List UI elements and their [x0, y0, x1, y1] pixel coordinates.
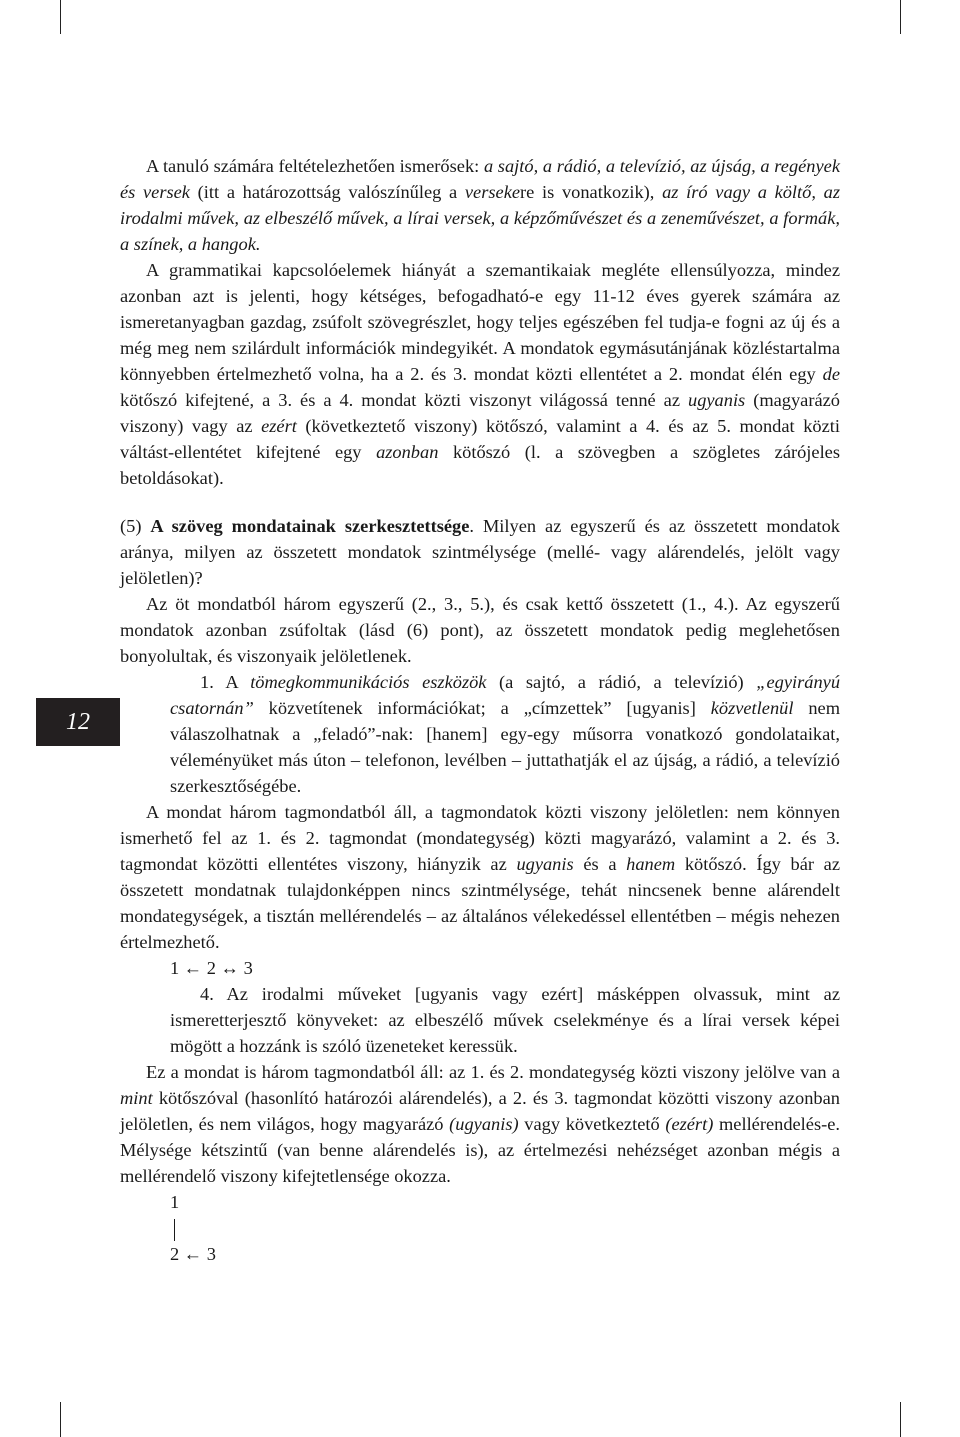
- section-5-heading: (5) A szöveg mondatainak szerkesztettsége. Milyen az egyszerű és az összetett mondatok aránya, milyen az összetett mondatok szintmélysége (mellé- vagy alárendelés, jelölt vagy jelöletlen)?: [120, 516, 840, 588]
- paragraph-sentence-1-analysis: A mondat három tagmondatból áll, a tagmondatok közti viszony jelöletlen: nem könnyen ismerhető fel az 1. és 2. tagmondat (mondategység) közti magyarázó, valamint a 2. és 3. tagmondat közötti ellentétes viszony, hiányzik az ugyanis és a hanem kötőszó. Így bár az összetett mondatnak tulajdonképpen nincs szintmélysége, tehát nincsenek benne alárendelt mondategységek, a tisztán mellérendelés – az általános vélekedéssel ellentétben – mégis nehezen értelmezhető.: [120, 802, 840, 952]
- paragraph-familiar-terms: A tanuló számára feltételezhetően ismerősek: a sajtó, a rádió, a televízió, az újság, a regények és versek (itt a határozottság valószínűleg a versekere is vonatkozik), az író vagy a költő, az irodalmi művek, az elbeszélő művek, a lírai versek, a képzőművészet és a zeneművészet, a formák, a színek, a hangok.: [120, 156, 840, 254]
- crop-mark-bottom-right: [900, 1402, 901, 1437]
- quote-sentence-1: 1. A tömegkommunikációs eszközök (a sajtó, a rádió, a televízió) „egyirányú csatornán” közvetítenek információkat; a „címzettek” [ugyanis] közvetlenül nem válaszolhatnak a „feladó”-nak: [hanem] egy-egy műsorra vonatkozó gondolataikat, véleményüket más úton – telefonon, levélben – juttathatják el az újság, a rádió, a televízió szerkesztőségébe.: [170, 672, 841, 796]
- section-5-title: A szöveg mondatainak szerkesztettsége: [150, 516, 470, 536]
- paragraph-grammatical-connectives: A grammatikai kapcsolóelemek hiányát a szemantikaiak megléte ellensúlyozza, mindez azonban azt is jelenti, hogy kétséges, befogadható-e egy 11-12 éves gyerek számára az ismeretanyagban gazdag, zsúfolt szövegrészlet, hogy teljes egészében fel tudja-e fogni az új és a még meg nem szilárdult információk mindegyikét. A mondatok egymásutánjának közléstartalma könnyebben értelmezhető volna, ha a 2. és 3. mondat közti ellentétet a 2. mondat élén egy de kötőszó kifejtené, a 3. és a 4. mondat közti viszonyt világossá tenné az ugyanis (magyarázó viszony) vagy az ezért (következtető viszony) kötőszó, valamint a 4. és az 5. mondat közti váltást-ellentétet kifejtené egy azonban kötőszó (l. a szövegben a szögletes zárójeles betoldásokat).: [120, 260, 840, 488]
- diagram-sentence-1: 1 ← 2 ↔ 3: [170, 958, 253, 978]
- crop-mark-bottom-left: [60, 1402, 61, 1437]
- paragraph-sentence-count: Az öt mondatból három egyszerű (2., 3., 5.), és csak kettő összetett (1., 4.). Az egyszerű mondatok azonban zsúfoltak (lásd (6) pont), az összetett mondatok pedig meglehetősen bonyolultak, és viszonyaik jelöletlenek.: [120, 594, 840, 666]
- crop-mark-top-left: [60, 0, 61, 34]
- diagram-connector: [170, 1215, 840, 1241]
- diagram-top-node: 1: [170, 1192, 180, 1212]
- diagram-sentence-4: [170, 1189, 840, 1267]
- page-content: [120, 153, 840, 1267]
- diagram-bottom-nodes: 2 ← 3: [170, 1244, 216, 1264]
- vertical-line: [174, 1219, 175, 1241]
- page-number-badge: 12: [36, 698, 120, 746]
- quote-sentence-4: 4. Az irodalmi műveket [ugyanis vagy ezért] másképpen olvassuk, mint az ismeretterjesztő könyveket: az elbeszélő művek cselekménye és a lírai versek képei mögött a hozzánk is szóló üzeneteket keressük.: [170, 984, 840, 1056]
- section-gap: [120, 491, 840, 513]
- paragraph-sentence-4-analysis: Ez a mondat is három tagmondatból áll: az 1. és 2. mondategység közti viszony jelölve van a mint kötőszóval (hasonlító határozói alárendelés), a 2. és 3. tagmondat közötti viszony azonban jelöletlen, és nem világos, hogy magyarázó (ugyanis) vagy következtető (ezért) mellérendelés-e. Mélysége kétszintű (van benne alárendelés is), az értelmezési nehézséget azonban mégis a mellérendelő viszony kifejtetlensége okozza.: [120, 1062, 840, 1186]
- crop-mark-top-right: [900, 0, 901, 34]
